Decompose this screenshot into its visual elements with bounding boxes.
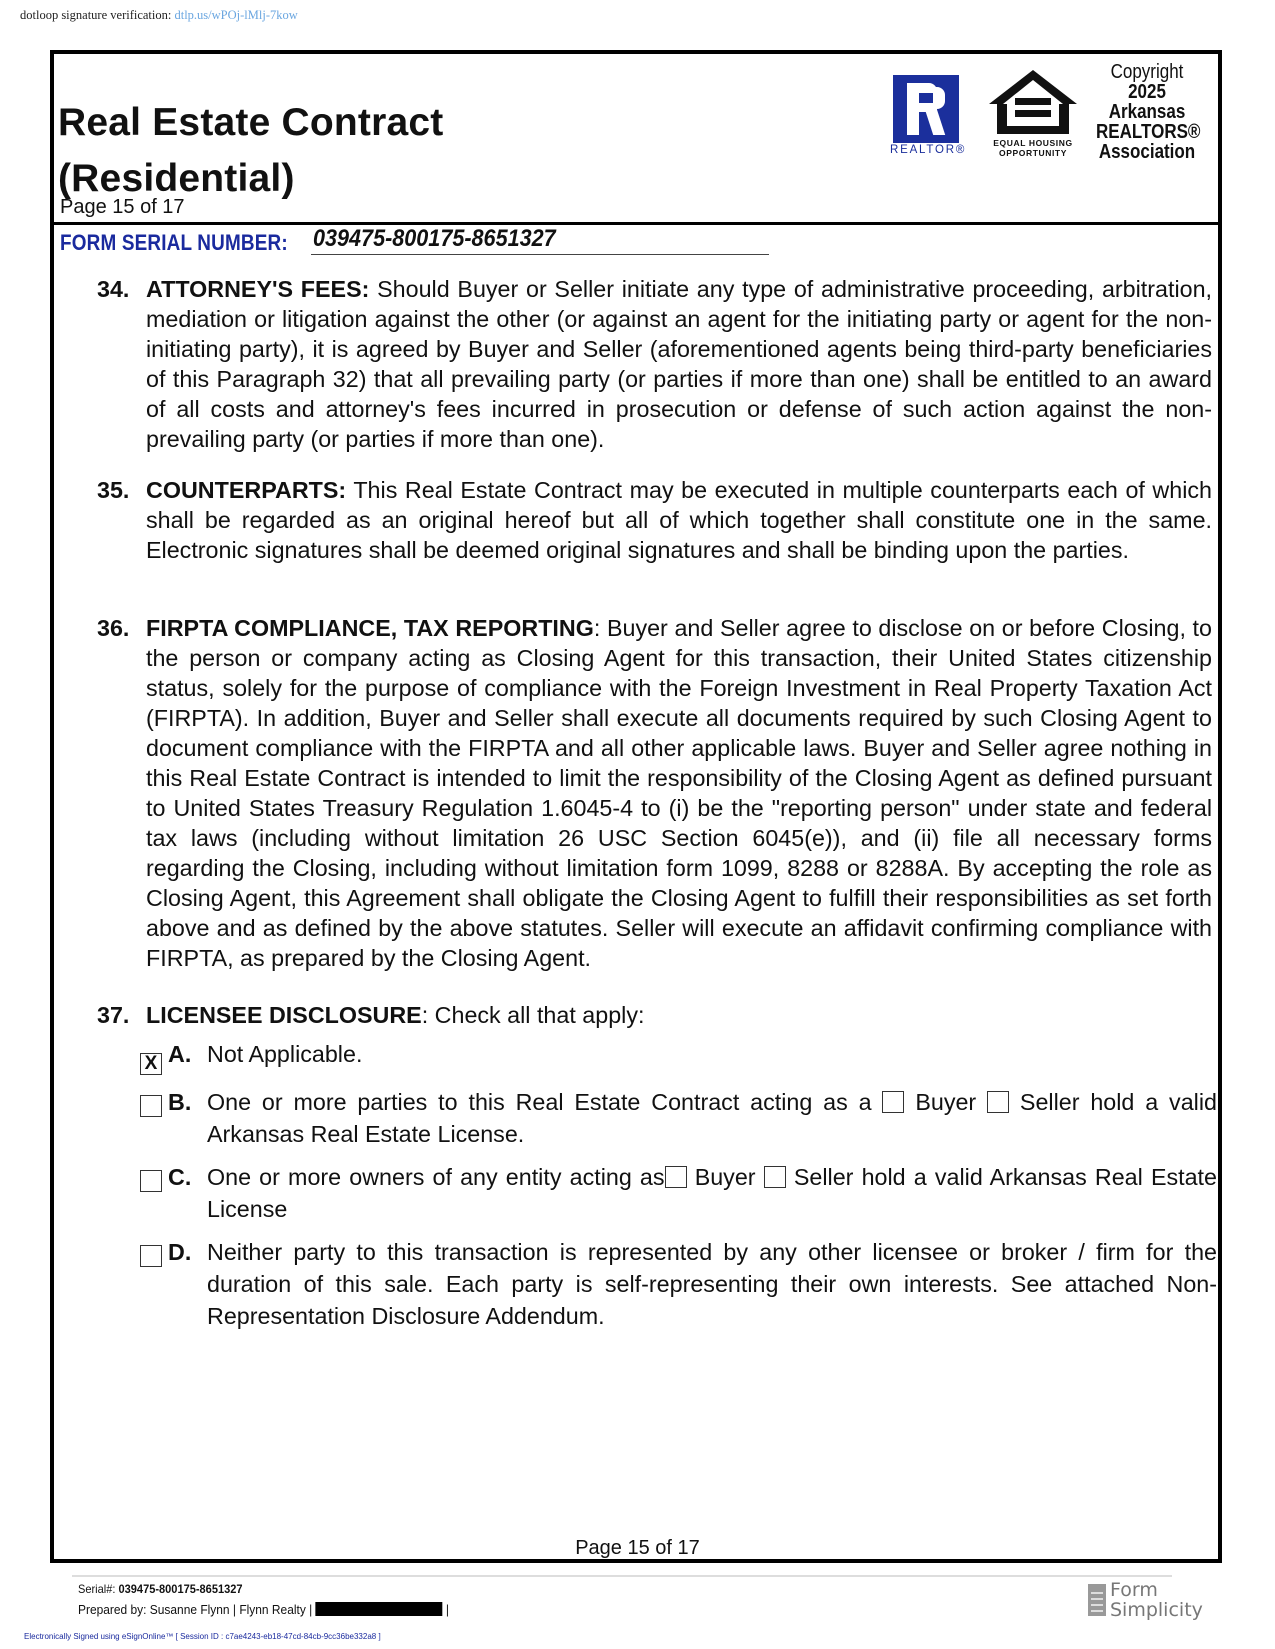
equal-housing-label	[990, 138, 1076, 158]
footer-divider	[72, 1575, 1172, 1577]
licensee-option-d	[137, 1236, 1217, 1332]
section-37	[97, 1000, 1212, 1030]
section-number: 34.	[97, 276, 130, 302]
realtor-logo-icon	[893, 75, 959, 143]
redacted-block	[316, 1602, 443, 1616]
eho-line-1: EQUAL HOUSING	[993, 138, 1073, 148]
section-heading: COUNTERPARTS:	[146, 477, 347, 503]
option-letter: C.	[168, 1164, 192, 1190]
seller-label: Seller hold a valid Arkansas Real Estate License.	[207, 1089, 1217, 1147]
option-letter: A.	[168, 1041, 192, 1067]
buyer-label: Buyer	[694, 1164, 756, 1190]
page-indicator-bottom: Page 15 of 17	[575, 1537, 700, 1559]
copyright-line-5: Association	[1098, 141, 1196, 163]
page-indicator-top: Page 15 of 17	[60, 196, 185, 218]
equal-housing-icon	[987, 68, 1079, 138]
section-heading: ATTORNEY'S FEES:	[146, 276, 370, 302]
prepared-by-end: |	[445, 1602, 449, 1617]
section-36	[97, 613, 1212, 973]
checkbox-option-d[interactable]	[140, 1245, 162, 1267]
page-title	[58, 95, 443, 207]
checkbox-not-applicable[interactable]: X	[140, 1053, 162, 1075]
eho-line-2: OPPORTUNITY	[999, 148, 1067, 158]
copyright-line-1: Copyright	[1110, 61, 1184, 83]
verification-label: dotloop signature verification:	[20, 8, 172, 22]
document-icon	[1088, 1584, 1106, 1616]
verification-link[interactable]: dtlp.us/wPOj-lMlj-7kow	[174, 8, 298, 22]
section-heading: LICENSEE DISCLOSURE	[146, 1002, 422, 1028]
form-simplicity-text	[1110, 1580, 1203, 1620]
realtor-label: REALTOR®	[890, 144, 967, 156]
copyright-line-2: 2025	[1128, 81, 1166, 103]
checkbox-c-buyer[interactable]	[665, 1166, 687, 1188]
checkbox-option-c[interactable]	[140, 1170, 162, 1192]
option-letter: B.	[168, 1089, 192, 1115]
checkbox-b-seller[interactable]	[987, 1091, 1009, 1113]
title-line-2: (Residential)	[58, 157, 295, 200]
signature-verification	[20, 8, 298, 23]
section-text	[146, 613, 1212, 973]
title-line-1: Real Estate Contract	[58, 101, 444, 144]
checkbox-b-buyer[interactable]	[882, 1091, 904, 1113]
section-body: : Buyer and Seller agree to disclose on or before Closing, to the person or company acting as Closing Agent for this transaction, their United States citizenship status, solely for the purpose of compliance with the Foreign Investment in Real Property Taxation Act (FIRPTA). In addition, Buyer and Seller shall execute all documents required by such Closing Agent to document compliance with the FIRPTA and all other applicable laws. Buyer and Seller agree nothing in this Real Estate Contract is intended to limit the responsibility of the Closing Agent as defined pursuant to United States Treasury Regulation 1.6045-4 to (i) be the "reporting person" under state and federal tax laws (including without limitation 26 USC Section 6045(e)), and (ii) file all necessary forms regarding the Closing, including without limitation form 1099, 8288 or 8288A. By accepting the role as Closing Agent, this Agreement shall obligate the Closing Agent to fulfill their responsibilities as set forth above and as defined by the above statutes. Seller will execute an affidavit confirming compliance with FIRPTA, as prepared by the Closing Agent.	[146, 615, 1212, 971]
section-text	[146, 475, 1212, 565]
copyright-line-4: REALTORS®	[1096, 121, 1201, 143]
section-heading: FIRPTA COMPLIANCE, TAX REPORTING	[146, 615, 594, 641]
serial-label: FORM SERIAL NUMBER:	[60, 230, 288, 255]
footer-serial-label: Serial#:	[78, 1582, 116, 1596]
option-text	[207, 1086, 1217, 1150]
prepared-by-text: Prepared by: Susanne Flynn | Flynn Realty |	[78, 1602, 313, 1617]
header-divider	[50, 222, 1222, 225]
section-number: 36.	[97, 615, 130, 641]
section-35	[97, 475, 1212, 565]
buyer-label: Buyer	[915, 1089, 977, 1115]
licensee-option-a	[137, 1038, 1217, 1074]
option-text: Not Applicable.	[207, 1041, 363, 1067]
checkbox-c-seller[interactable]	[764, 1166, 786, 1188]
seller-label: Seller hold a valid Arkansas Real Estate License	[207, 1164, 1217, 1222]
licensee-option-c	[137, 1161, 1217, 1225]
section-text	[146, 1000, 1212, 1030]
footer-serial	[78, 1582, 243, 1596]
section-number: 35.	[97, 477, 130, 503]
checkbox-option-b[interactable]	[140, 1095, 162, 1117]
option-text-before: One or more parties to this Real Estate Contract acting as a	[207, 1089, 872, 1115]
section-body: Should Buyer or Seller initiate any type of administrative proceeding, arbitration, mediation or litigation against the other (or against an agent for the initiating party or agent for the non-initiating party), it is agreed by Buyer and Seller (aforementioned agents being third-party beneficiaries of this Paragraph 32) that all prevailing party (or parties if more than one) shall be entitled to an award of all costs and attorney's fees incurred in prosecution or defense of such action against the non-prevailing party (or parties if more than one).	[146, 276, 1213, 452]
copyright-line-3: Arkansas	[1108, 101, 1186, 123]
option-letter: D.	[168, 1239, 192, 1265]
footer-prepared-by	[78, 1602, 449, 1617]
esign-session: Electronically Signed using eSignOnline™ [ Session ID : c7ae4243-eb18-47cd-84cb-9cc36be332a8 ]	[24, 1632, 381, 1641]
option-text	[207, 1161, 1217, 1225]
option-text: Neither party to this transaction is represented by any other licensee or broker / firm for the duration of this sale. Each party is self-representing their own interests. See attached Non-Representation Disclosure Addendum.	[207, 1239, 1217, 1329]
serial-underline	[311, 254, 769, 255]
section-34	[97, 274, 1212, 454]
section-body: This Real Estate Contract may be executed in multiple counterparts each of which shall be regarded as an original hereof but all of which together shall constitute one in the same. Electronic signatures shall be deemed original signatures and shall be binding upon the parties.	[146, 477, 1212, 563]
serial-value: 039475-800175-8651327	[313, 225, 556, 252]
footer-serial-value: 039475-800175-8651327	[118, 1582, 243, 1596]
option-text-before: One or more owners of any entity acting as	[207, 1164, 665, 1190]
section-text	[146, 274, 1212, 454]
copyright-block	[1096, 61, 1201, 163]
section-body: : Check all that apply:	[421, 1002, 645, 1028]
licensee-option-b	[137, 1086, 1217, 1150]
brand-line-1: Form	[1110, 1579, 1158, 1601]
brand-line-2: Simplicity	[1110, 1599, 1203, 1621]
section-number: 37.	[97, 1002, 130, 1028]
